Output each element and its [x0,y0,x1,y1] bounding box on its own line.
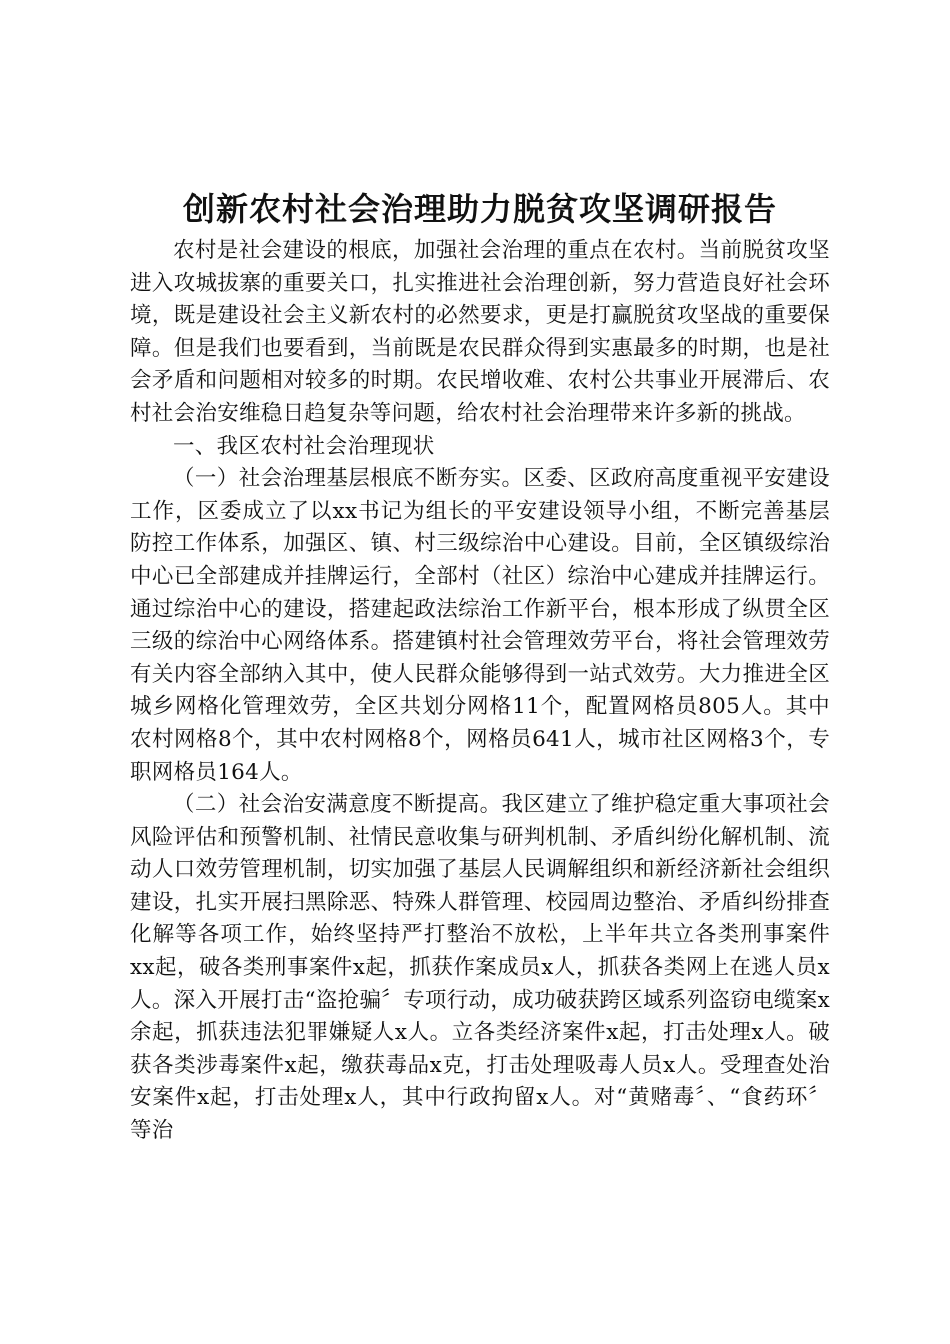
section-paragraph-2: （二）社会治安满意度不断提高。我区建立了维护稳定重大事项社会风险评估和预警机制、社情民意收集与研判机制、矛盾纠纷化解机制、流动人口效劳管理机制，切实加强了基层人民调解组织和新经济新社会组织建设，扎实开展扫黑除恶、特殊人群管理、校园周边整治、矛盾纠纷排查化解等各项工作，始终坚持严打整治不放松，上半年共立各类刑事案件xx起，破各类刑事案件x起，抓获作案成员x人，抓获各类网上在逃人员x人。深入开展打击“盗抢骗〞专项行动，成功破获跨区域系列盗窃电缆案x余起，抓获违法犯罪嫌疑人x人。立各类经济案件x起，打击处理x人。破获各类涉毒案件x起，缴获毒品x克，打击处理吸毒人员x人。受理查处治安案件x起，打击处理x人，其中行政拘留x人。对“黄赌毒〞、“食药环〞等治 [130,792,830,1144]
document-page [130,185,830,1148]
section-heading: 一、我区农村社会治理现状 [173,433,435,459]
document-title: 创新农村社会治理助力脱贫攻坚调研报告 [182,190,777,228]
section-paragraph-1: （一）社会治理基层根底不断夯实。区委、区政府高度重视平安建设工作，区委成立了以xx书记为组长的平安建设领导小组，不断完善基层防控工作体系，加强区、镇、村三级综治中心建设。目前，全区镇级综治中心已全部建成并挂牌运行，全部村（社区）综治中心建成并挂牌运行。通过综治中心的建设，搭建起政法综治工作新平台，根本形成了纵贯全区三级的综治中心网络体系。搭建镇村社会管理效劳平台，将社会管理效劳有关内容全部纳入其中，使人民群众能够得到一站式效劳。大力推进全区城乡网格化管理效劳，全区共划分网格11个，配置网格员805人。其中农村网格8个，其中农村网格8个，网格员641人，城市社区网格3个，专职网格员164人。 [130,466,830,785]
intro-paragraph: 农村是社会建设的根底，加强社会治理的重点在农村。当前脱贫攻坚进入攻城拔寨的重要关口，扎实推进社会治理创新，努力营造良好社会环境，既是建设社会主义新农村的必然要求，更是打赢脱贫攻坚战的重要保障。但是我们也要看到，当前既是农民群众得到实惠最多的时期，也是社会矛盾和问题相对较多的时期。农民增收难、农村公共事业开展滞后、农村社会治安维稳日趋复杂等问题，给农村社会治理带来许多新的挑战。 [130,238,830,426]
